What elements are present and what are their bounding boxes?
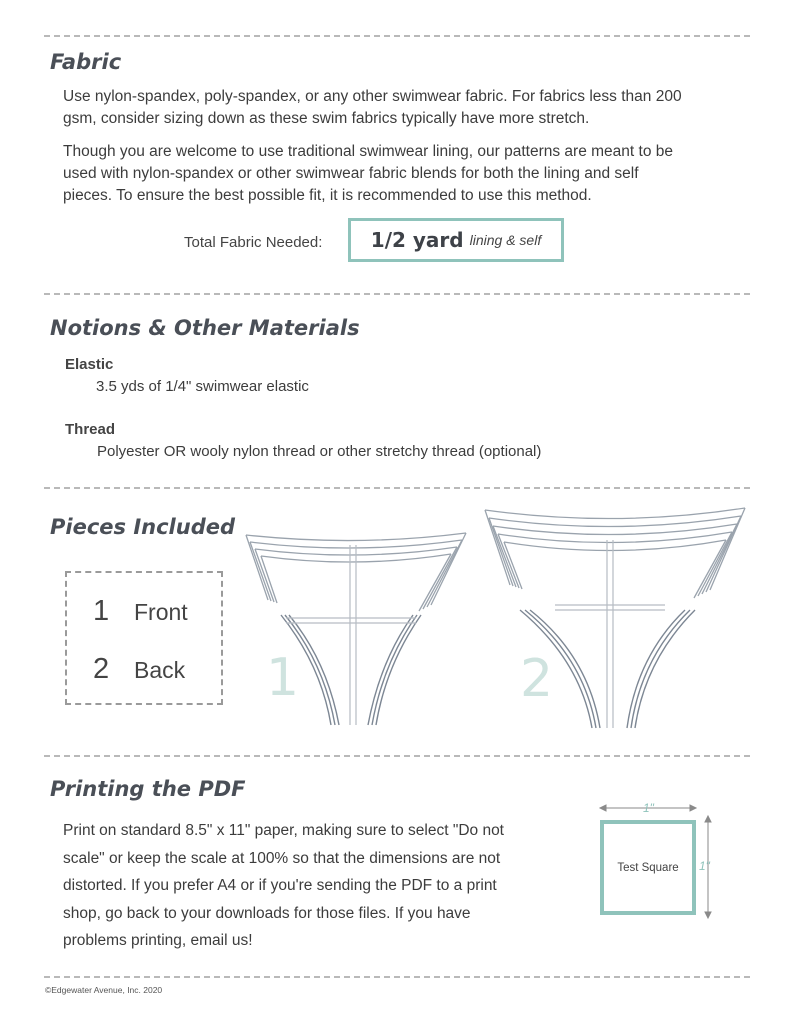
text-line: Though you are welcome to use traditional swimwear lining, our patterns are meant to be — [63, 143, 673, 160]
text-line: problems printing, email us! — [63, 932, 253, 949]
section-divider — [44, 293, 750, 295]
printing-paragraph — [63, 817, 504, 955]
text-line: scale" or keep the scale at 100% so that the dimensions are not — [63, 849, 501, 867]
piece-number: 1 — [93, 595, 110, 627]
elastic-description: 3.5 yds of 1/4" swimwear elastic — [96, 378, 309, 395]
section-divider — [44, 487, 750, 489]
front-pattern-diagram — [236, 515, 476, 730]
front-diagram-number: 1 — [266, 648, 300, 708]
pieces-heading: Pieces Included — [50, 515, 236, 539]
pieces-list-box — [65, 571, 223, 705]
text-line: used with nylon-spandex or other swimwear fabric blends for both the lining and self — [63, 165, 639, 182]
back-diagram-number: 2 — [520, 649, 554, 709]
text-line: distorted. If you prefer A4 or if you're sending the PDF to a print — [63, 877, 497, 894]
total-fabric-box — [348, 218, 564, 262]
test-square — [600, 820, 696, 915]
thread-description: Polyester OR wooly nylon thread or other stretchy thread (optional) — [97, 443, 542, 460]
test-square-label: Test Square — [617, 861, 679, 874]
thread-title: Thread — [65, 421, 116, 438]
piece-name: Front — [134, 599, 188, 625]
section-divider — [44, 755, 750, 757]
text-line: gsm, consider sizing down as these swim fabrics typically have more stretch. — [63, 110, 590, 127]
height-dimension-label: 1" — [699, 859, 710, 873]
text-line: Use nylon-spandex, poly-spandex, or any other swimwear fabric. For fabrics less than 200 — [63, 88, 682, 105]
piece-name: Back — [134, 657, 186, 683]
width-dimension-label: 1" — [643, 801, 654, 815]
total-fabric-quantity: 1/2 yard — [370, 228, 464, 252]
total-fabric-note: lining & self — [469, 232, 542, 248]
copyright: ©Edgewater Avenue, Inc. 2020 — [45, 985, 163, 995]
section-divider — [44, 35, 750, 37]
piece-item-front — [93, 595, 188, 628]
total-fabric-label: Total Fabric Needed: — [184, 234, 323, 251]
fabric-heading: Fabric — [50, 50, 122, 74]
back-pattern-diagram — [480, 500, 750, 732]
fabric-paragraph-1 — [63, 86, 682, 130]
text-line: pieces. To ensure the best possible fit, it is recommended to use this method. — [63, 187, 592, 204]
notions-heading: Notions & Other Materials — [50, 316, 360, 340]
fabric-paragraph-2 — [63, 141, 673, 207]
printing-heading: Printing the PDF — [50, 777, 246, 801]
text-line: shop, go back to your downloads for those files. If you have — [63, 904, 471, 922]
text-line: Print on standard 8.5" x 11" paper, making sure to select "Do not — [63, 822, 504, 839]
piece-item-back — [93, 653, 185, 686]
section-divider — [44, 976, 750, 978]
piece-number: 2 — [93, 653, 110, 685]
elastic-title: Elastic — [65, 356, 114, 373]
